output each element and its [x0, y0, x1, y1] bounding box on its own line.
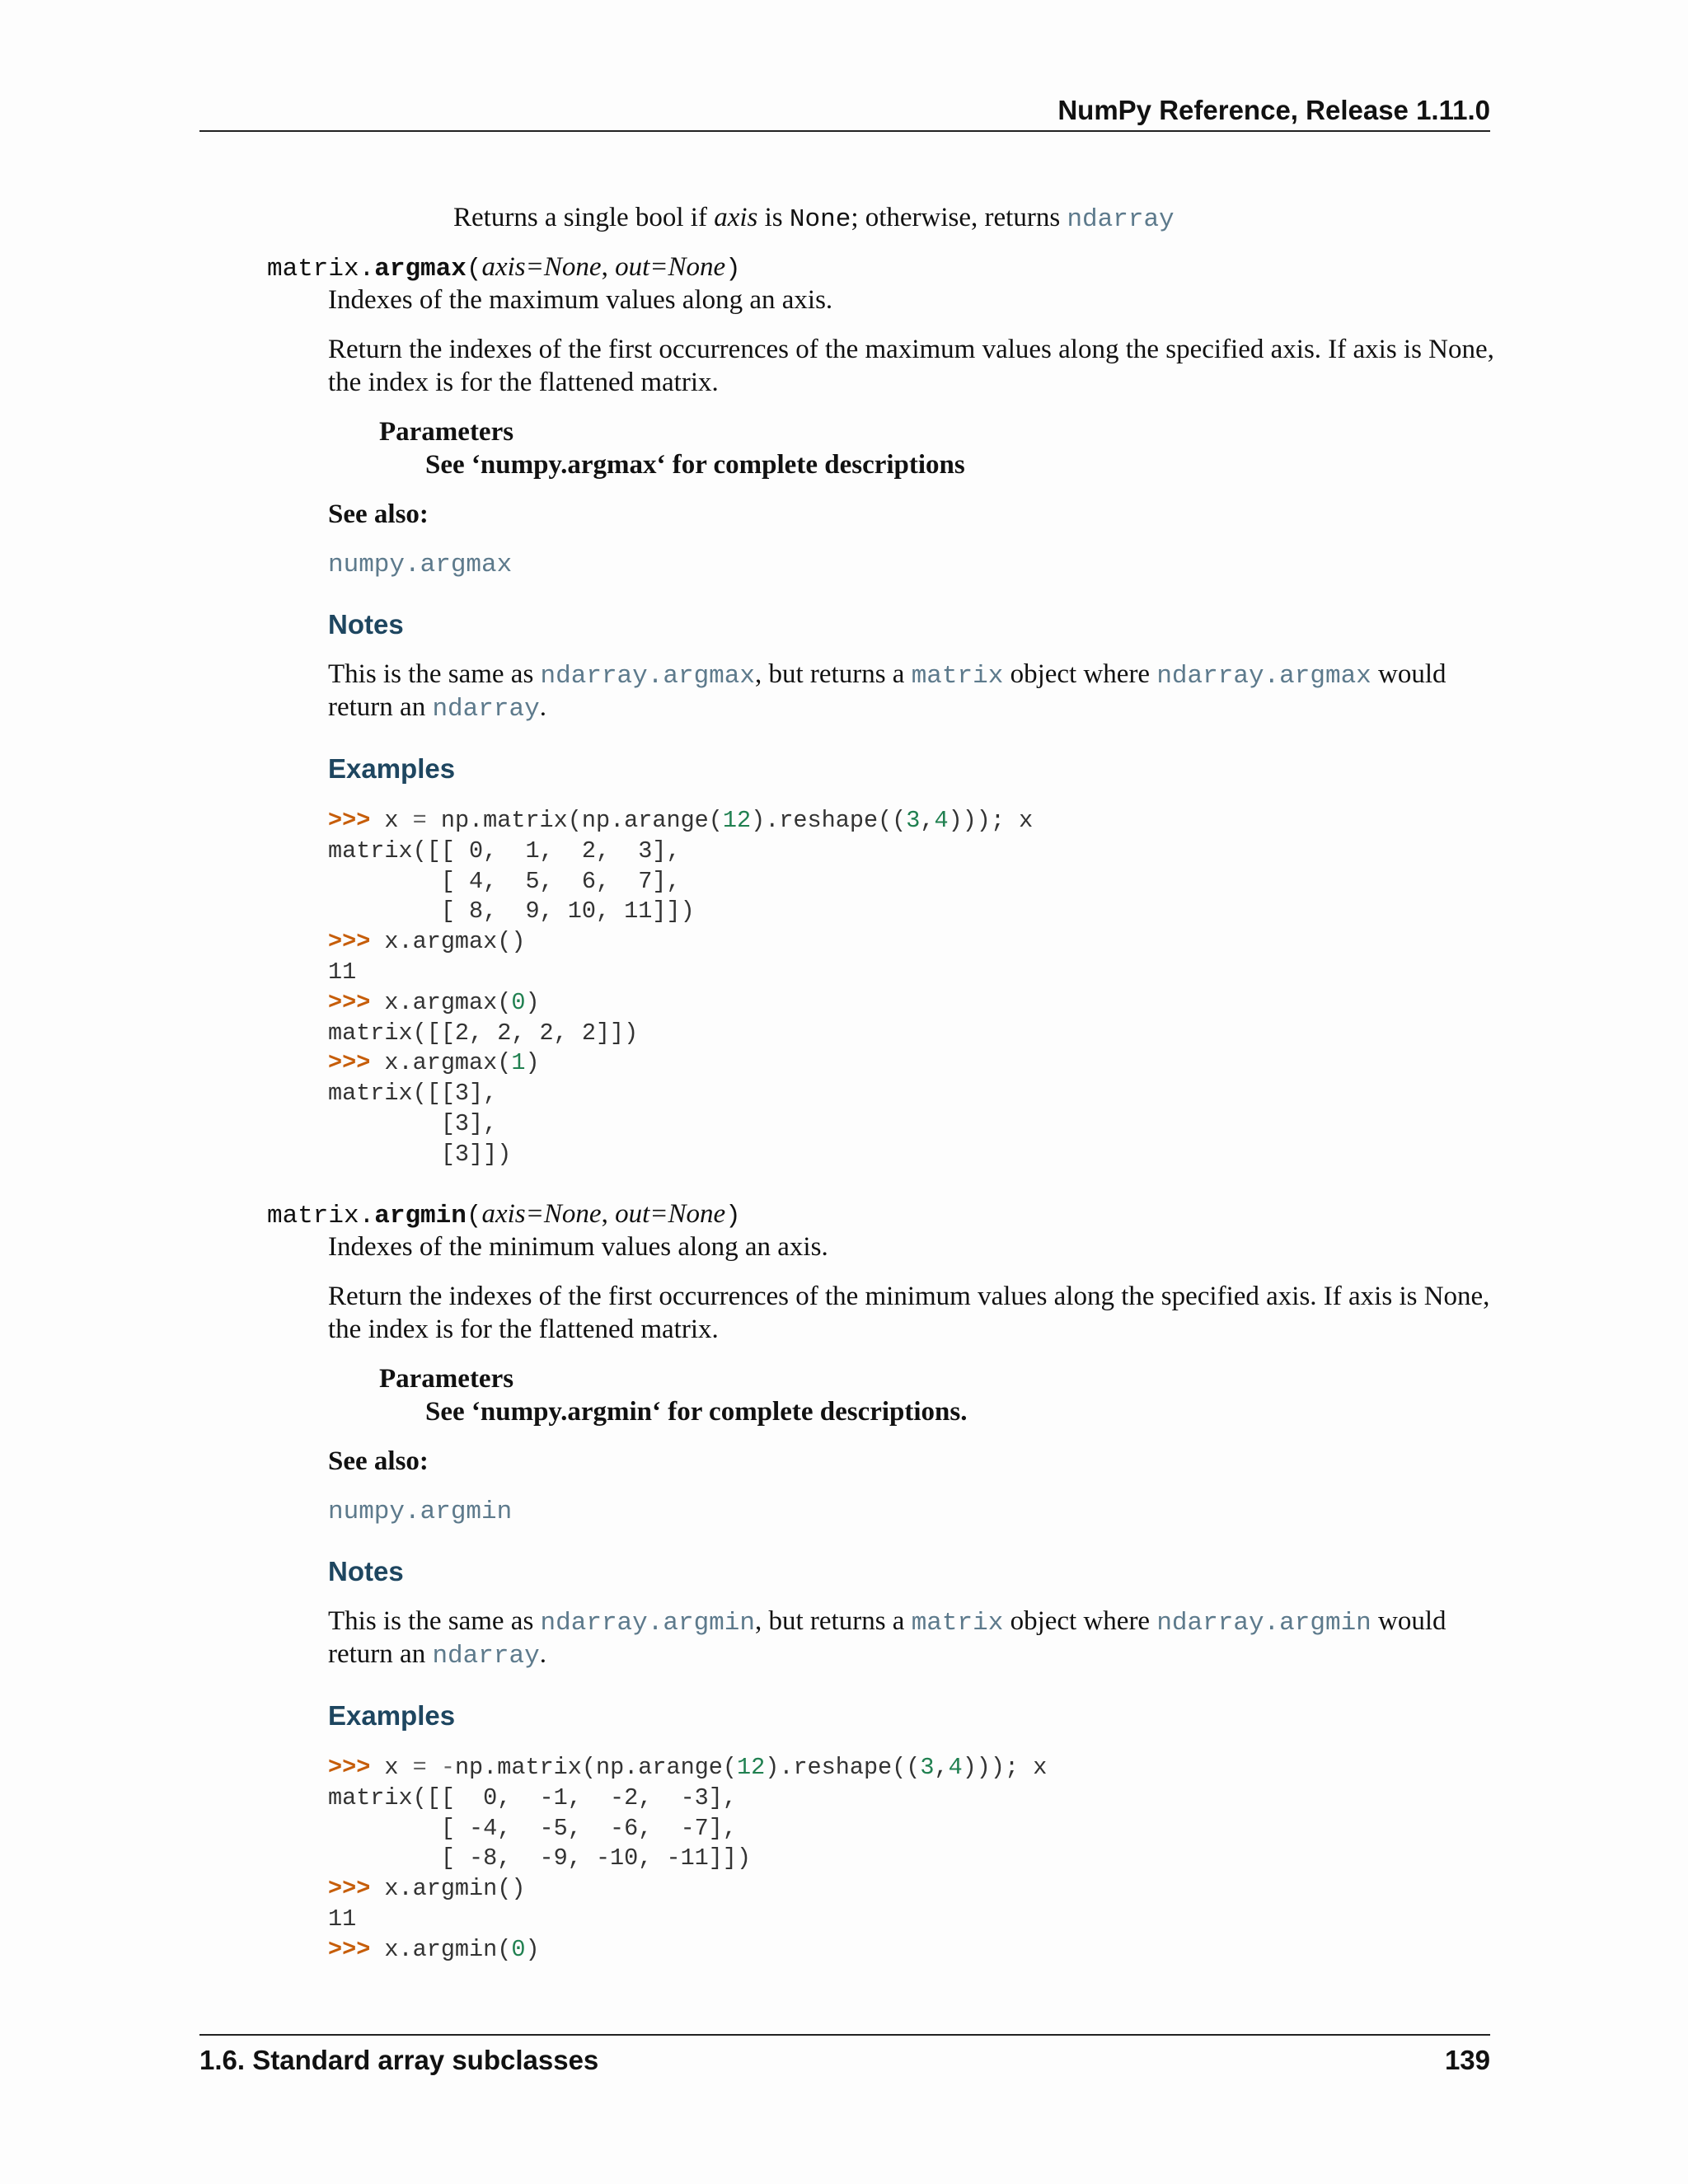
code-line: >>> x.argmin(0)	[328, 1935, 540, 1963]
code-line: [ -8, -9, -10, -11]])	[328, 1844, 752, 1872]
argmax-code-block	[328, 806, 1033, 1170]
argmin-see-also-label: See also:	[328, 1446, 429, 1476]
ndarray-argmin-link[interactable]: ndarray.argmin	[540, 1609, 755, 1638]
numpy-argmax-link[interactable]: numpy.argmax	[328, 551, 513, 579]
code-line: [ 8, 9, 10, 11]])	[328, 898, 695, 926]
argmin-signature: matrix.argmin(axis=None, out=None)	[267, 1199, 741, 1230]
argmax-examples-heading: Examples	[328, 753, 456, 784]
ndarray-link[interactable]: ndarray	[1067, 205, 1175, 234]
running-footer	[199, 2042, 1490, 2079]
code-line: matrix([[3],	[328, 1080, 498, 1108]
argmin-summary: Indexes of the minimum values along an axis.	[328, 1232, 828, 1262]
running-header: NumPy Reference, Release 1.11.0	[1057, 95, 1490, 125]
argmax-notes-line-2: return an ndarray.	[328, 692, 546, 724]
matrix-link[interactable]: matrix	[911, 1609, 1004, 1638]
numpy-argmin-link[interactable]: numpy.argmin	[328, 1497, 513, 1526]
argmin-description-line-1: Return the indexes of the first occurrences of the minimum values along the specified axis. If axis is None,	[328, 1282, 1490, 1311]
code-line: 11	[328, 1905, 357, 1933]
ndarray-argmax-link[interactable]: ndarray.argmax	[1156, 662, 1372, 691]
argmax-notes-line-1: This is the same as ndarray.argmax, but returns a matrix object where ndarray.argmax would	[328, 659, 1447, 691]
argmax-parameters-text: See ‘numpy.argmax‘ for complete descriptions	[425, 450, 965, 480]
argmax-parameters-label: Parameters	[379, 417, 514, 447]
code-line: >>> x = np.matrix(np.arange(12).reshape((3,4))); x	[328, 807, 1034, 834]
code-line: matrix([[ 0, 1, 2, 3],	[328, 837, 681, 865]
ndarray-link[interactable]: ndarray	[432, 1642, 540, 1671]
argmax-see-also-label: See also:	[328, 499, 429, 529]
code-line: matrix([[ 0, -1, -2, -3],	[328, 1783, 737, 1811]
argmin-notes-line-2: return an ndarray.	[328, 1639, 546, 1671]
code-line: >>> x.argmax()	[328, 928, 526, 956]
argmin-notes-heading: Notes	[328, 1556, 404, 1586]
footer-divider	[199, 2034, 1490, 2036]
matrix-link[interactable]: matrix	[911, 662, 1004, 691]
argmax-code	[328, 806, 1033, 1170]
header-divider	[199, 130, 1490, 132]
argmin-code	[328, 1753, 1047, 1966]
code-line: [3],	[328, 1109, 498, 1137]
code-line: >>> x.argmax(1)	[328, 1049, 540, 1077]
returns-description: Returns a single bool if axis is None; otherwise, returns ndarray	[453, 203, 1175, 234]
code-line: >>> x.argmax(0)	[328, 988, 540, 1016]
code-line: [3]])	[328, 1140, 512, 1168]
ndarray-link[interactable]: ndarray	[432, 695, 540, 724]
ndarray-argmax-link[interactable]: ndarray.argmax	[540, 662, 755, 691]
code-line: >>> x.argmin()	[328, 1875, 526, 1903]
code-line: matrix([[2, 2, 2, 2]])	[328, 1019, 639, 1047]
argmin-parameters-text: See ‘numpy.argmin‘ for complete descriptions.	[425, 1397, 968, 1427]
code-line: [ -4, -5, -6, -7],	[328, 1814, 737, 1842]
code-line: [ 4, 5, 6, 7],	[328, 867, 681, 895]
argmax-description-line-2: the index is for the flattened matrix.	[328, 368, 719, 397]
footer-section-title: 1.6. Standard array subclasses	[199, 2045, 599, 2075]
argmax-summary: Indexes of the maximum values along an axis.	[328, 285, 833, 315]
code-line: >>> x = -np.matrix(np.arange(12).reshape((3,4))); x	[328, 1754, 1048, 1781]
argmin-description-line-2: the index is for the flattened matrix.	[328, 1315, 719, 1344]
ndarray-argmin-link[interactable]: ndarray.argmin	[1156, 1609, 1372, 1638]
argmin-code-block	[328, 1753, 1047, 1966]
argmin-examples-heading: Examples	[328, 1700, 456, 1731]
argmax-notes-heading: Notes	[328, 609, 404, 640]
argmax-description-line-1: Return the indexes of the first occurrences of the maximum values along the specified axis. If axis is None,	[328, 335, 1494, 364]
argmin-parameters-label: Parameters	[379, 1364, 514, 1394]
argmax-signature: matrix.argmax(axis=None, out=None)	[267, 252, 741, 284]
page-number: 139	[1444, 2045, 1490, 2075]
argmin-notes-line-1: This is the same as ndarray.argmin, but returns a matrix object where ndarray.argmin would	[328, 1606, 1447, 1638]
code-line: 11	[328, 958, 357, 986]
